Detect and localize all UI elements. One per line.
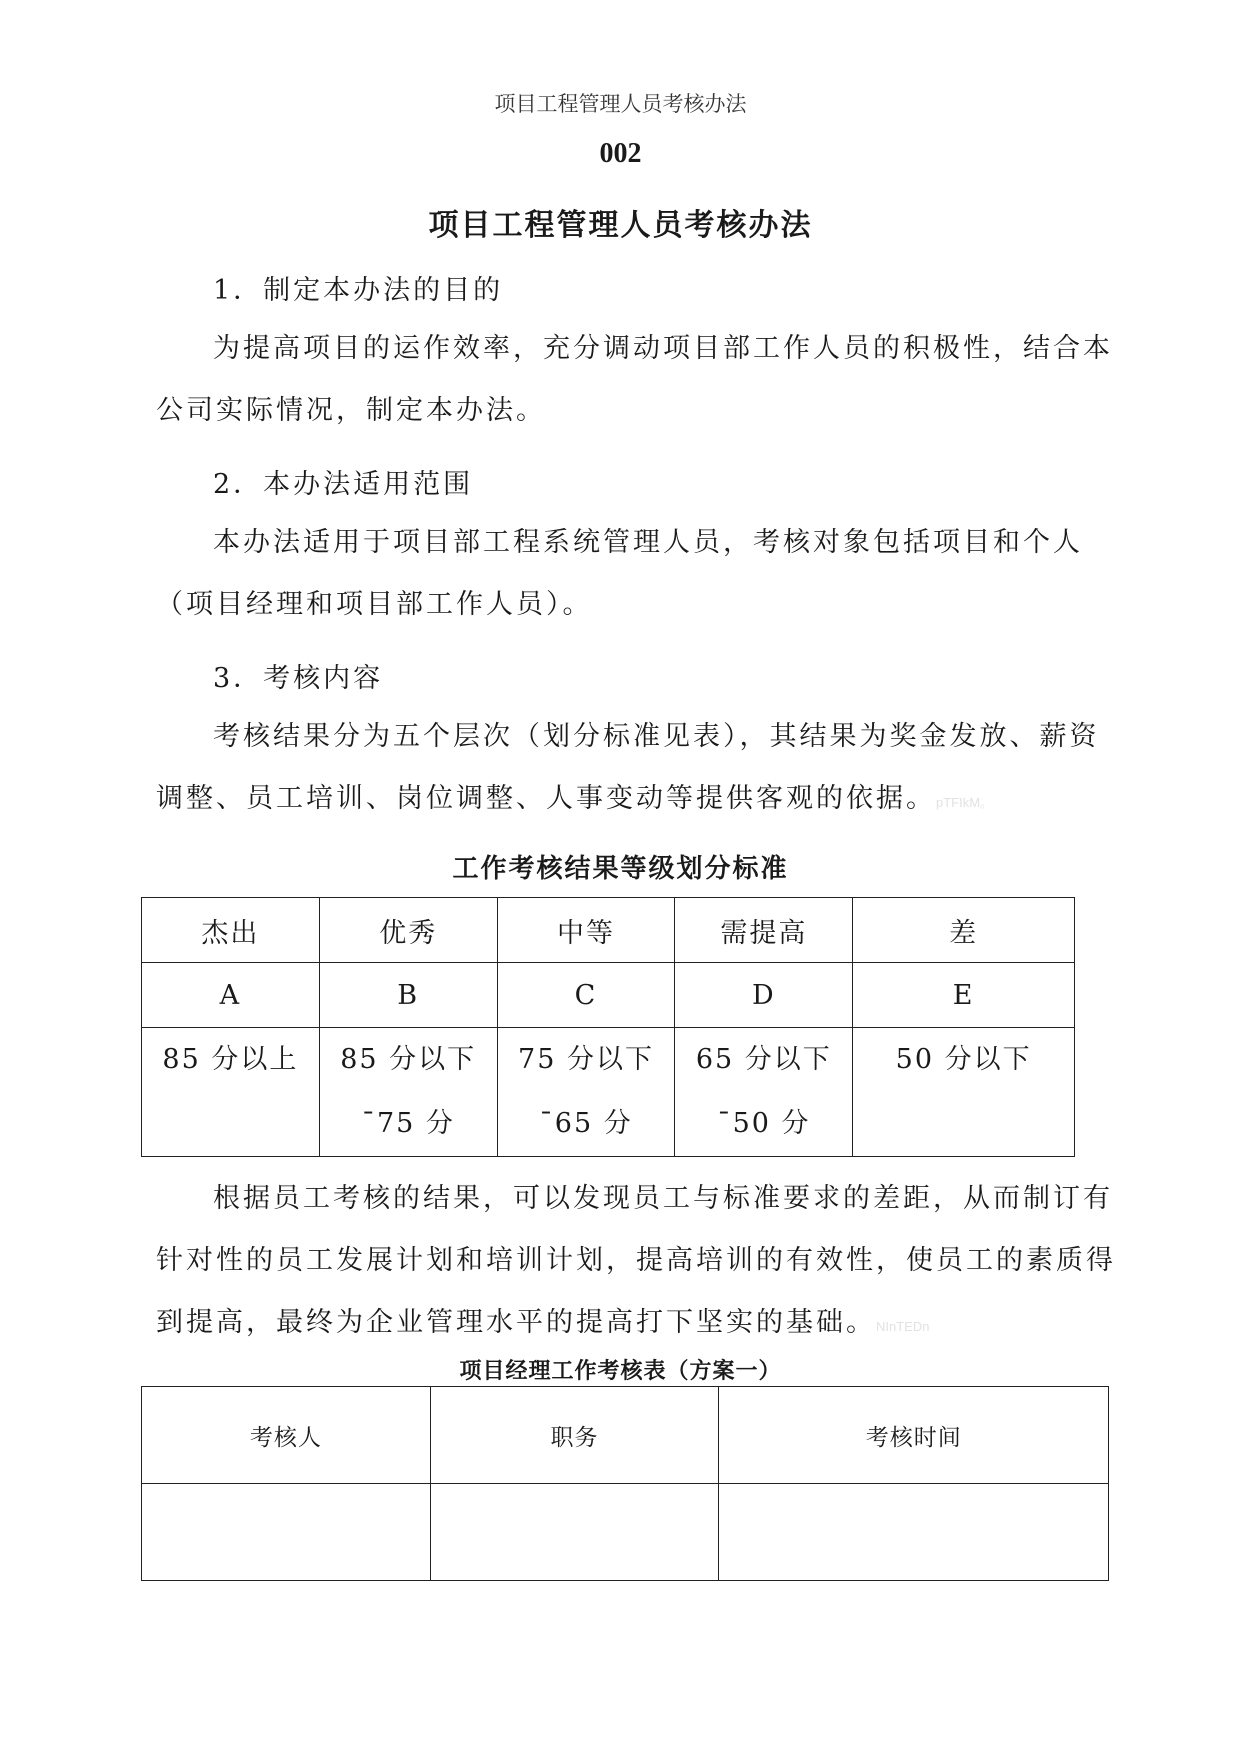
grade-standard-table [141, 897, 1075, 1157]
section-2-body: 本办法适用于项目部工程系统管理人员，考核对象包括项目和个人（项目经理和项目部工作人员）。 [156, 527, 1083, 620]
section-3-heading: 3．考核内容 [213, 663, 384, 694]
section-1-heading: 1．制定本办法的目的 [213, 275, 504, 306]
manager-review-table [141, 1386, 1109, 1581]
review-entry-row [142, 1484, 1109, 1581]
range-line: 85 分以上 [162, 1044, 299, 1075]
grade-range-row [142, 1028, 1075, 1157]
grade-level-cell: 中等 [497, 898, 675, 963]
review-time-cell [719, 1484, 1109, 1581]
position-header: 职务 [430, 1387, 719, 1484]
grade-level-cell: 需提高 [675, 898, 853, 963]
grade-table-caption: 工作考核结果等级划分标准 [452, 854, 789, 884]
position-cell [430, 1484, 719, 1581]
reviewer-cell [142, 1484, 431, 1581]
grade-code-cell: C [497, 963, 675, 1028]
running-header: 项目工程管理人员考核办法 [494, 92, 747, 116]
grade-range-cell [142, 1028, 320, 1157]
grade-code-cell: A [142, 963, 320, 1028]
grade-range-cell [675, 1028, 853, 1157]
grade-level-cell: 优秀 [319, 898, 497, 963]
document-code: 002 [599, 138, 642, 169]
review-header-row [142, 1387, 1109, 1484]
grade-code-row [142, 963, 1075, 1028]
after-table-body [156, 1168, 1116, 1358]
range-line: 50 分以下 [895, 1044, 1032, 1075]
grade-range-cell [853, 1028, 1075, 1157]
reviewer-header: 考核人 [142, 1387, 431, 1484]
range-line: 75 分以下 [518, 1044, 654, 1075]
section-1-body: 为提高项目的运作效率，充分调动项目部工作人员的积极性，结合本公司实际情况，制定本办法。 [156, 333, 1113, 426]
range-line: 85 分以下 [340, 1044, 477, 1075]
section-3-body [156, 706, 1116, 834]
after-table-text: 根据员工考核的结果，可以发现员工与标准要求的差距，从而制订有针对性的员工发展计划和培训计划，提高培训的有效性，使员工的素质得到提高，最终为企业管理水平的提高打下坚实的基础。 [156, 1183, 1116, 1338]
grade-range-cell [319, 1028, 497, 1157]
section-3-text: 考核结果分为五个层次（划分标准见表），其结果为奖金发放、薪资调整、员工培训、岗位调整、人事变动等提供客观的依据。 [156, 721, 1100, 814]
range-line: ¯65 分 [539, 1108, 633, 1139]
range-line: ¯50 分 [717, 1108, 811, 1139]
review-time-header: 考核时间 [719, 1387, 1109, 1484]
faint-mark: pTFIkM。 [936, 795, 994, 810]
grade-level-row [142, 898, 1075, 963]
grade-code-cell: B [319, 963, 497, 1028]
grade-range-cell [497, 1028, 675, 1157]
grade-level-cell: 差 [853, 898, 1075, 963]
section-2-heading: 2．本办法适用范围 [213, 469, 474, 500]
faint-mark: NInTEDn [876, 1319, 930, 1334]
grade-code-cell: E [853, 963, 1075, 1028]
range-line: ¯75 分 [361, 1108, 455, 1139]
grade-code-cell: D [675, 963, 853, 1028]
document-title: 项目工程管理人员考核办法 [428, 208, 813, 243]
grade-level-cell: 杰出 [142, 898, 320, 963]
range-line: 65 分以下 [695, 1044, 832, 1075]
review-table-caption: 项目经理工作考核表（方案一） [459, 1358, 782, 1384]
